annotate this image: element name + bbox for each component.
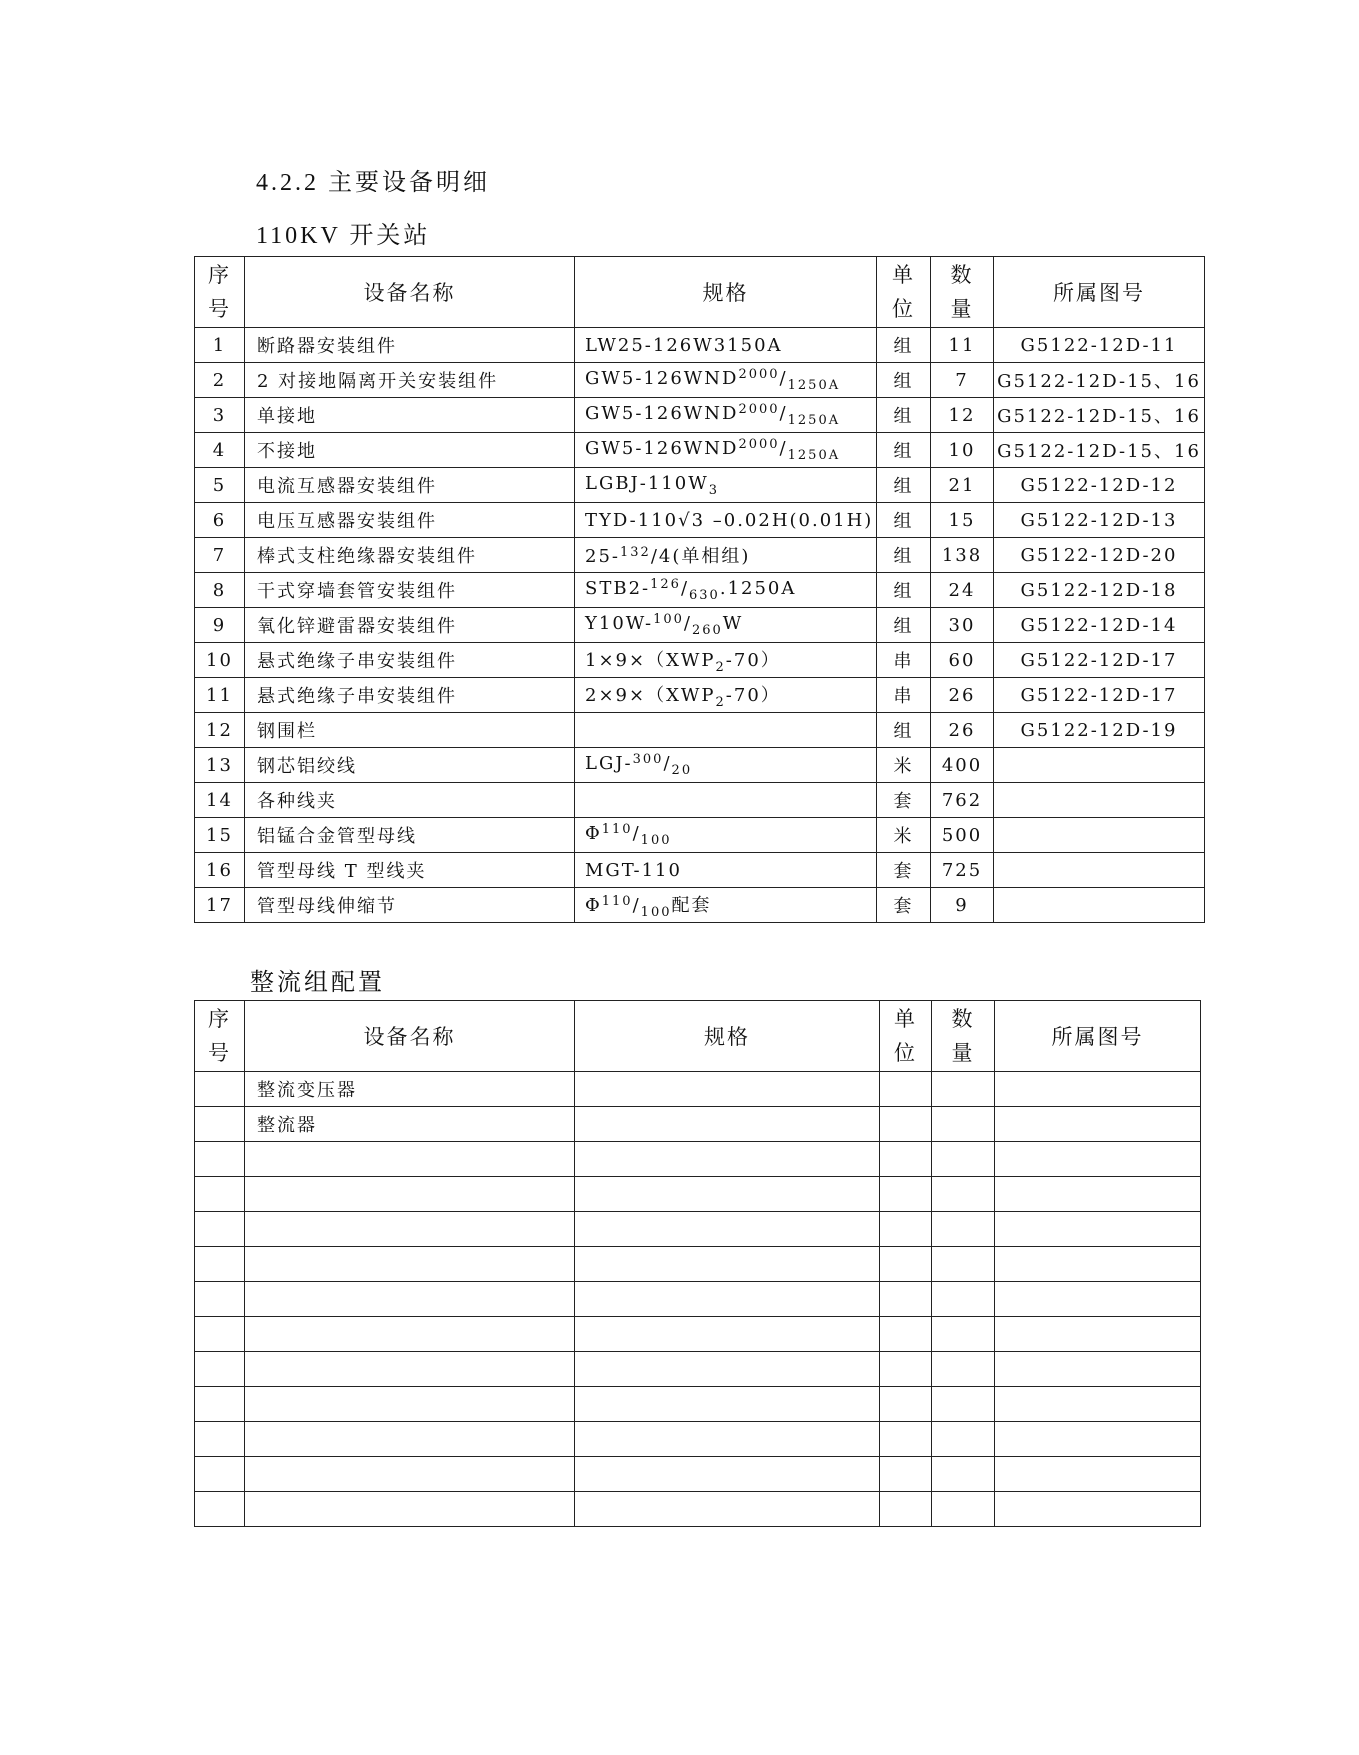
rectifier-equipment-table (194, 1000, 1201, 1527)
cell-spec (575, 818, 877, 853)
cell-ref (995, 1282, 1201, 1317)
spec-text: MGT-110 (585, 859, 682, 881)
cell-name (245, 1387, 575, 1422)
spec-subscript: 100 (640, 833, 672, 848)
cell-spec (575, 643, 877, 678)
cell-spec (575, 503, 877, 538)
spec-text: / (683, 613, 692, 634)
cell-qty (932, 1142, 995, 1177)
table-row (195, 1177, 1201, 1212)
cell-spec (575, 468, 877, 503)
cell-unit (880, 1317, 932, 1352)
cell-name: 悬式绝缘子串安装组件 (245, 643, 575, 678)
table-row (195, 1422, 1201, 1457)
cell-qty (932, 1387, 995, 1422)
table-row (195, 888, 1205, 923)
cell-no (195, 1247, 245, 1282)
cell-unit (880, 1492, 932, 1527)
cell-spec (575, 1317, 880, 1352)
cell-no (195, 1142, 245, 1177)
spec-text: / (632, 894, 641, 916)
cell-ref: G5122-12D-17 (994, 678, 1205, 713)
cell-ref (995, 1457, 1201, 1492)
table-row (195, 1212, 1201, 1247)
cell-ref (995, 1247, 1201, 1282)
table-row (195, 573, 1205, 608)
cell-name (245, 1177, 575, 1212)
cell-unit: 组 (877, 433, 931, 468)
cell-unit: 组 (877, 713, 931, 748)
cell-no: 16 (195, 853, 245, 888)
cell-spec (575, 1177, 880, 1212)
cell-spec (575, 363, 877, 398)
cell-spec (575, 1282, 880, 1317)
cell-name: 电压互感器安装组件 (245, 503, 575, 538)
cell-spec (575, 678, 877, 713)
cell-name: 断路器安装组件 (245, 328, 575, 363)
spec-text: 25- (585, 546, 620, 567)
cell-spec (575, 398, 877, 433)
cell-unit: 组 (877, 608, 931, 643)
header-spec: 规格 (575, 257, 877, 328)
cell-name: 钢围栏 (245, 713, 575, 748)
cell-ref (995, 1107, 1201, 1142)
header-unit: 单 位 (880, 1001, 932, 1072)
table-row (195, 398, 1205, 433)
cell-unit: 套 (877, 853, 931, 888)
cell-unit: 套 (877, 783, 931, 818)
table-row (195, 853, 1205, 888)
spec-superscript: 2000 (738, 402, 780, 417)
table-row (195, 783, 1205, 818)
cell-name: 单接地 (245, 398, 575, 433)
cell-unit (880, 1352, 932, 1387)
cell-spec (575, 1387, 880, 1422)
cell-name (245, 1422, 575, 1457)
table-row (195, 1457, 1201, 1492)
cell-unit: 组 (877, 503, 931, 538)
table-row (195, 818, 1205, 853)
cell-no: 10 (195, 643, 245, 678)
cell-no (195, 1457, 245, 1492)
section-title: 4.2.2 主要设备明细 (256, 170, 490, 196)
header-ref: 所属图号 (994, 257, 1205, 328)
spec-superscript: 126 (650, 577, 681, 592)
cell-qty (932, 1422, 995, 1457)
cell-unit (880, 1422, 932, 1457)
spec-text: 配套 (671, 894, 712, 916)
cell-qty (932, 1107, 995, 1142)
spec-text: / (779, 403, 788, 424)
cell-spec (575, 1492, 880, 1527)
spec-text: Φ (585, 823, 602, 844)
cell-name: 各种线夹 (245, 783, 575, 818)
table-row (195, 538, 1205, 573)
cell-spec (575, 783, 877, 818)
table-header-row (195, 1001, 1201, 1072)
cell-no: 14 (195, 783, 245, 818)
cell-name: 2 对接地隔离开关安装组件 (245, 363, 575, 398)
table-row (195, 468, 1205, 503)
cell-name (245, 1352, 575, 1387)
cell-unit (880, 1072, 932, 1107)
cell-unit: 组 (877, 573, 931, 608)
spec-superscript: 100 (653, 612, 684, 627)
cell-unit (880, 1107, 932, 1142)
cell-spec (575, 713, 877, 748)
cell-unit (880, 1247, 932, 1282)
spec-text: / (632, 823, 641, 844)
cell-spec (575, 328, 877, 363)
cell-unit (880, 1177, 932, 1212)
cell-name (245, 1247, 575, 1282)
cell-ref (994, 853, 1205, 888)
cell-ref: G5122-12D-15、16 (994, 398, 1205, 433)
cell-unit: 组 (877, 468, 931, 503)
cell-no: 12 (195, 713, 245, 748)
cell-spec (575, 608, 877, 643)
spec-text: / (779, 438, 788, 459)
spec-subscript: 1250A (787, 378, 841, 393)
table-row (195, 608, 1205, 643)
cell-qty: 60 (931, 643, 994, 678)
spec-text: 2×9×（XWP (585, 684, 716, 706)
spec-text: / (680, 578, 690, 599)
cell-name (245, 1492, 575, 1527)
spec-subscript: 630 (689, 588, 720, 603)
spec-text: -70） (725, 649, 781, 671)
header-spec: 规格 (575, 1001, 880, 1072)
spec-text: GW5-126WND (585, 368, 739, 389)
cell-name: 棒式支柱绝缘器安装组件 (245, 538, 575, 573)
cell-spec (575, 1107, 880, 1142)
cell-spec (575, 1352, 880, 1387)
spec-subscript: 2 (715, 659, 726, 675)
spec-subscript: 20 (671, 763, 693, 778)
table-row (195, 678, 1205, 713)
spec-text: LW25-126W3150A (585, 334, 783, 356)
header-unit: 单 位 (877, 257, 931, 328)
cell-no (195, 1212, 245, 1247)
cell-unit: 米 (877, 818, 931, 853)
table-row (195, 1387, 1201, 1422)
cell-no: 9 (195, 608, 245, 643)
cell-spec (575, 1247, 880, 1282)
cell-no: 3 (195, 398, 245, 433)
cell-qty: 762 (931, 783, 994, 818)
cell-ref (994, 818, 1205, 853)
cell-ref (995, 1177, 1201, 1212)
spec-text: STB2- (585, 578, 651, 599)
cell-qty: 26 (931, 678, 994, 713)
cell-no: 2 (195, 363, 245, 398)
table-row (195, 1282, 1201, 1317)
cell-ref (995, 1072, 1201, 1107)
spec-text: W (722, 613, 744, 634)
cell-unit: 组 (877, 398, 931, 433)
cell-unit (880, 1282, 932, 1317)
spec-text: LGBJ-110W (585, 472, 709, 494)
cell-unit (880, 1387, 932, 1422)
cell-ref: G5122-12D-15、16 (994, 363, 1205, 398)
cell-no: 7 (195, 538, 245, 573)
cell-name: 整流器 (245, 1107, 575, 1142)
table-row (195, 713, 1205, 748)
cell-no: 17 (195, 888, 245, 923)
cell-no (195, 1387, 245, 1422)
cell-qty: 500 (931, 818, 994, 853)
switch-station-equipment-table (194, 256, 1205, 923)
cell-qty: 7 (931, 363, 994, 398)
cell-qty: 30 (931, 608, 994, 643)
cell-qty: 725 (931, 853, 994, 888)
cell-name: 钢芯铝绞线 (245, 748, 575, 783)
cell-unit: 串 (877, 678, 931, 713)
cell-ref (994, 888, 1205, 923)
cell-qty (932, 1457, 995, 1492)
cell-name: 管型母线伸缩节 (245, 888, 575, 923)
cell-no (195, 1072, 245, 1107)
spec-subscript: 3 (708, 482, 719, 498)
cell-qty (932, 1247, 995, 1282)
cell-qty (932, 1212, 995, 1247)
cell-no (195, 1352, 245, 1387)
cell-spec (575, 1457, 880, 1492)
cell-unit (880, 1457, 932, 1492)
table-row (195, 643, 1205, 678)
cell-ref (995, 1317, 1201, 1352)
cell-ref: G5122-12D-17 (994, 643, 1205, 678)
header-qty: 数 量 (932, 1001, 995, 1072)
cell-no: 15 (195, 818, 245, 853)
cell-qty: 11 (931, 328, 994, 363)
header-name: 设备名称 (245, 257, 575, 328)
cell-name: 氧化锌避雷器安装组件 (245, 608, 575, 643)
cell-ref: G5122-12D-15、16 (994, 433, 1205, 468)
cell-unit: 组 (877, 538, 931, 573)
cell-ref (995, 1422, 1201, 1457)
spec-subscript: 2 (715, 694, 726, 710)
cell-no: 11 (195, 678, 245, 713)
cell-ref (994, 783, 1205, 818)
spec-text: Φ (585, 894, 602, 916)
spec-subscript: 100 (640, 904, 672, 920)
cell-name (245, 1317, 575, 1352)
cell-no (195, 1177, 245, 1212)
cell-name: 管型母线 T 型线夹 (245, 853, 575, 888)
table-row (195, 1107, 1201, 1142)
cell-qty: 12 (931, 398, 994, 433)
cell-no (195, 1317, 245, 1352)
cell-no (195, 1492, 245, 1527)
rectifier-title: 整流组配置 (250, 970, 385, 996)
cell-no (195, 1422, 245, 1457)
cell-unit: 串 (877, 643, 931, 678)
cell-no (195, 1107, 245, 1142)
cell-name (245, 1457, 575, 1492)
cell-name: 悬式绝缘子串安装组件 (245, 678, 575, 713)
cell-spec (575, 888, 877, 923)
spec-superscript: 300 (632, 752, 664, 767)
cell-spec (575, 538, 877, 573)
cell-spec (575, 1212, 880, 1247)
table-row (195, 363, 1205, 398)
cell-name: 整流变压器 (245, 1072, 575, 1107)
cell-name: 电流互感器安装组件 (245, 468, 575, 503)
cell-ref: G5122-12D-19 (994, 713, 1205, 748)
spec-text: GW5-126WND (585, 403, 739, 424)
cell-name: 铝锰合金管型母线 (245, 818, 575, 853)
header-qty: 数 量 (931, 257, 994, 328)
table-row (195, 1142, 1201, 1177)
cell-name (245, 1142, 575, 1177)
cell-qty: 26 (931, 713, 994, 748)
spec-text: / (779, 368, 788, 389)
cell-ref: G5122-12D-11 (994, 328, 1205, 363)
cell-ref (994, 748, 1205, 783)
spec-text: Y10W- (585, 613, 654, 634)
spec-subscript: 1250A (787, 448, 841, 463)
spec-text: .1250A (719, 578, 797, 599)
cell-spec (575, 1072, 880, 1107)
cell-qty (932, 1282, 995, 1317)
cell-no: 13 (195, 748, 245, 783)
cell-ref: G5122-12D-13 (994, 503, 1205, 538)
station-title: 110KV 开关站 (256, 223, 431, 249)
cell-unit (880, 1142, 932, 1177)
cell-spec (575, 433, 877, 468)
cell-qty: 10 (931, 433, 994, 468)
spec-superscript: 110 (601, 822, 633, 837)
table-header-row (195, 257, 1205, 328)
spec-superscript: 132 (620, 545, 651, 560)
table-row (195, 328, 1205, 363)
spec-text: 1×9×（XWP (585, 649, 716, 671)
cell-qty (932, 1492, 995, 1527)
spec-text: / (663, 753, 672, 774)
cell-ref (995, 1352, 1201, 1387)
header-no: 序 号 (195, 1001, 245, 1072)
spec-text: /4(单相组) (650, 546, 751, 567)
cell-unit (880, 1212, 932, 1247)
cell-qty: 15 (931, 503, 994, 538)
cell-qty (932, 1317, 995, 1352)
cell-qty: 21 (931, 468, 994, 503)
table-row (195, 433, 1205, 468)
cell-qty (932, 1177, 995, 1212)
cell-unit: 组 (877, 363, 931, 398)
cell-unit: 米 (877, 748, 931, 783)
cell-ref (995, 1142, 1201, 1177)
spec-text: TYD-110√3 –0.02H(0.01H) (585, 509, 874, 531)
table-row (195, 748, 1205, 783)
cell-ref: G5122-12D-18 (994, 573, 1205, 608)
cell-ref (995, 1212, 1201, 1247)
cell-qty (932, 1072, 995, 1107)
cell-no: 6 (195, 503, 245, 538)
cell-name (245, 1282, 575, 1317)
header-no: 序 号 (195, 257, 245, 328)
spec-text: -70） (725, 684, 781, 706)
spec-subscript: 1250A (787, 413, 841, 428)
spec-text: GW5-126WND (585, 438, 739, 459)
cell-ref: G5122-12D-20 (994, 538, 1205, 573)
table-row (195, 503, 1205, 538)
cell-unit: 组 (877, 328, 931, 363)
spec-subscript: 260 (691, 623, 723, 638)
cell-ref (995, 1492, 1201, 1527)
cell-qty: 9 (931, 888, 994, 923)
cell-ref: G5122-12D-12 (994, 468, 1205, 503)
cell-name: 干式穿墙套管安装组件 (245, 573, 575, 608)
cell-ref: G5122-12D-14 (994, 608, 1205, 643)
cell-spec (575, 748, 877, 783)
cell-ref (995, 1387, 1201, 1422)
cell-no: 5 (195, 468, 245, 503)
spec-text: LGJ- (585, 753, 633, 774)
cell-spec (575, 1422, 880, 1457)
cell-qty: 400 (931, 748, 994, 783)
cell-spec (575, 853, 877, 888)
table-row (195, 1352, 1201, 1387)
cell-no: 8 (195, 573, 245, 608)
spec-superscript: 2000 (738, 367, 780, 382)
cell-unit: 套 (877, 888, 931, 923)
spec-superscript: 110 (601, 893, 633, 909)
header-name: 设备名称 (245, 1001, 575, 1072)
cell-no: 4 (195, 433, 245, 468)
cell-spec (575, 1142, 880, 1177)
cell-no: 1 (195, 328, 245, 363)
header-ref: 所属图号 (995, 1001, 1201, 1072)
cell-qty: 138 (931, 538, 994, 573)
cell-name (245, 1212, 575, 1247)
spec-superscript: 2000 (738, 437, 780, 452)
cell-no (195, 1282, 245, 1317)
cell-spec (575, 573, 877, 608)
table-row (195, 1072, 1201, 1107)
cell-qty (932, 1352, 995, 1387)
table-row (195, 1317, 1201, 1352)
cell-qty: 24 (931, 573, 994, 608)
table-row (195, 1492, 1201, 1527)
cell-name: 不接地 (245, 433, 575, 468)
table-row (195, 1247, 1201, 1282)
